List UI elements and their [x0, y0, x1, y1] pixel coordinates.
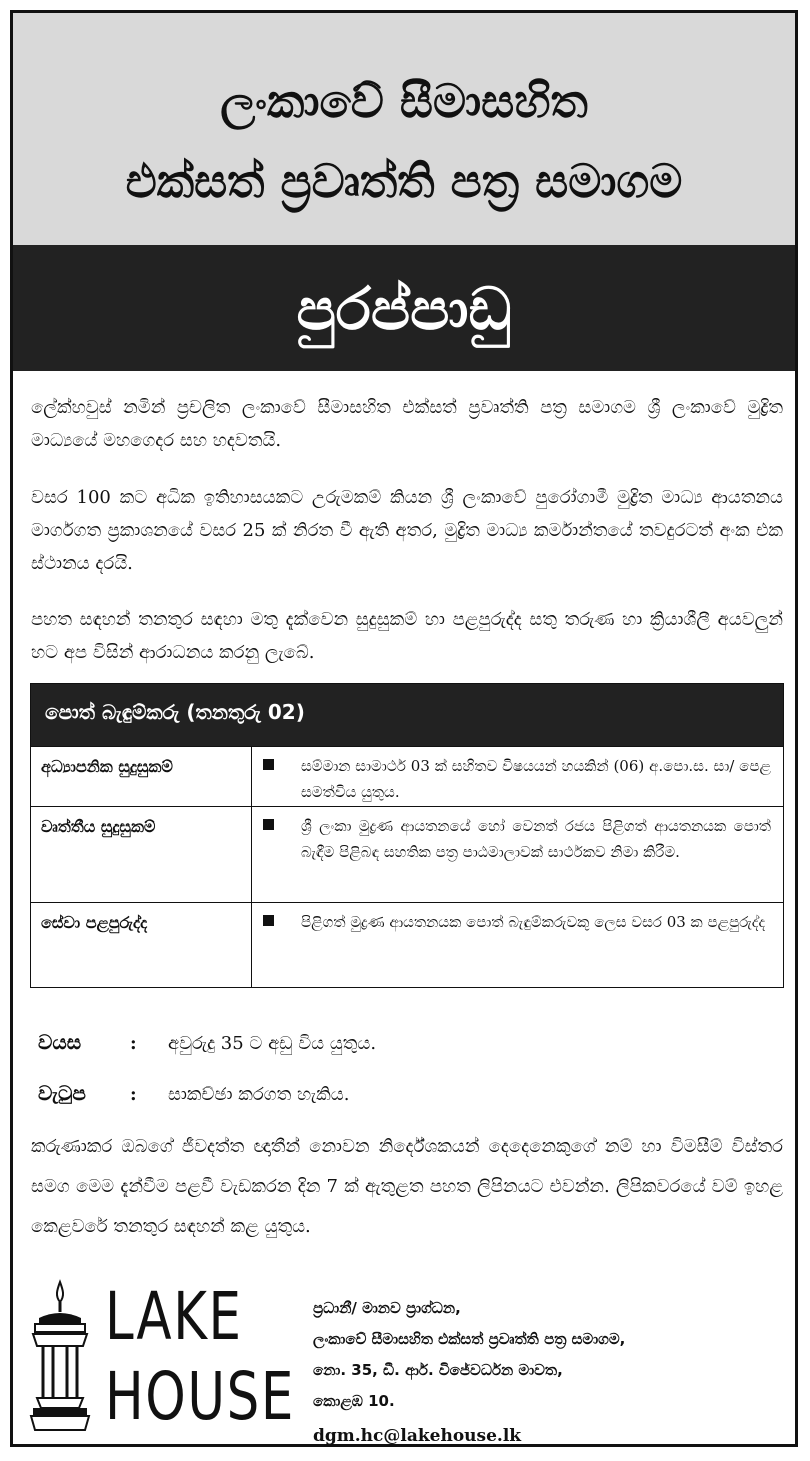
age-requirement — [38, 1025, 376, 1059]
salary-info — [38, 1076, 349, 1110]
address-line-4: කොළඹ 10. — [313, 1392, 395, 1410]
vacancies-banner — [13, 245, 795, 371]
address-line-1: ප්‍රධානී/ මානව ප්‍රාග්ධන, — [313, 1299, 461, 1317]
row-text: ශ්‍රී ලංකා මුද්‍රණ ආයතනයේ හෝ වෙනත් රජය පිළිගත් ආයතනයක පොත් බැඳීම පිළිබඳ සහතික පත්‍ර පාඨමාලාවක් සාර්ථකව නිමා කිරීම. — [301, 817, 771, 861]
salary-value: සාකච්ඡා කරගත හැකිය. — [168, 1084, 350, 1105]
postal-address — [313, 1293, 783, 1447]
position-table-header — [31, 684, 783, 746]
bullet-square-icon — [263, 759, 274, 770]
intro-paragraph-2: වසර 100 කට අධික ඉතිහාසයකට උරුමකම් කියන ශ්‍රී ලංකාවේ පුරෝගාමී මුද්‍රිත මාධ්‍ය ආයතනය මාර්ගගත ප්‍රකාශනයේ වසර 25 ක් නිරත වී ඇති අතර, මුද්‍රිත මාධ්‍ය කර්මාන්තයේ තවදුරටත් අංක එක ස්ථානය දරයි. — [31, 487, 783, 574]
company-name-line1: ලංකාවේ සීමාසහිත — [220, 74, 588, 128]
salary-colon: : — [130, 1084, 137, 1105]
bullet-square-icon — [263, 915, 274, 926]
table-row-education — [31, 746, 783, 806]
header-title-area — [13, 13, 795, 245]
position-table — [30, 683, 784, 988]
position-title: පොත් බැඳුම්කරු (තනතුරු 02) — [45, 700, 305, 724]
address-line-3: නො. 35, ඩී. ආර්. විජේවර්ධන මාවත, — [313, 1361, 563, 1379]
application-instructions: කරුණාකර ඔබගේ ජීවදත්ත ඥාතීන් නොවන නිර්දේශකයන් දෙදෙනෙකුගේ නම් හා විමසීම් විස්තර සමග මෙම දැන්වීම පළවී වැඩකරන දින 7 ක් ඇතුළත පහත ලිපිනයට එවන්න. ලිපිකවරයේ වම් ඉහළ කෙළවරේ තනතුර සඳහන් කළ යුතුය. — [31, 1136, 783, 1237]
row-label: වෘත්තීය සුදුසුකම් — [41, 817, 156, 836]
company-name-line2: එක්සත් ප්‍රවෘත්ති පත්‍ර සමාගම — [125, 154, 683, 208]
table-row-experience — [31, 902, 783, 988]
table-row-professional — [31, 806, 783, 902]
age-colon: : — [130, 1033, 137, 1054]
age-label: වයස — [38, 1030, 82, 1054]
oil-lamp-icon — [27, 1278, 93, 1434]
address-line-2: ලංකාවේ සීමාසහිත එක්සත් ප්‍රවෘත්ති පත්‍ර සමාගම, — [313, 1330, 626, 1348]
row-text: සම්මාන සාමාර්ථ 03 ක් සහිතව විෂයයන් හයකින් (06) අ.පො.ස. සා/ පෙළ සමත්විය යුතුය. — [301, 757, 771, 801]
age-value: අවුරුදු 35 ට අඩු විය යුතුය. — [168, 1033, 377, 1054]
salary-label: වැටුප — [38, 1081, 86, 1105]
intro-paragraph-1: ලේක්හවුස් නමින් ප්‍රචලිත ලංකාවේ සීමාසහිත එක්සත් ප්‍රවෘත්ති පත්‍ර සමාගම ශ්‍රී ලංකාවේ මුද්‍රිත මාධ්‍යයේ මහගෙදර සහ හදවතයි. — [31, 397, 783, 451]
contact-email[interactable]: dgm.hc@lakehouse.lk — [313, 1426, 522, 1446]
row-label: සේවා පළපුරුද්ද — [41, 913, 148, 932]
intro-paragraph-3: පහත සඳහන් තනතුර සඳහා මතු දැක්වෙන සුදුසුකම් හා පළපුරුද්ද සතු තරුණ හා ක්‍රියාශීලී අයවලුන් හට අප විසින් ආරාධනය කරනු ලැබේ. — [31, 609, 783, 663]
logo-word-lake: LAKE — [105, 1278, 243, 1355]
bullet-square-icon — [263, 819, 274, 830]
row-label: අධ්‍යාපනික සුදුසුකම් — [41, 757, 173, 776]
vacancies-title: පුරප්පාඩු — [296, 275, 512, 343]
advertisement-frame — [10, 10, 798, 1447]
logo-word-house: HOUSE — [105, 1358, 295, 1435]
row-text: පිළිගත් මුද්‍රණ ආයතනයක පොත් බැඳුම්කරුවකු ලෙස වසර 03 ක පළපුරුද්ද — [301, 913, 766, 931]
